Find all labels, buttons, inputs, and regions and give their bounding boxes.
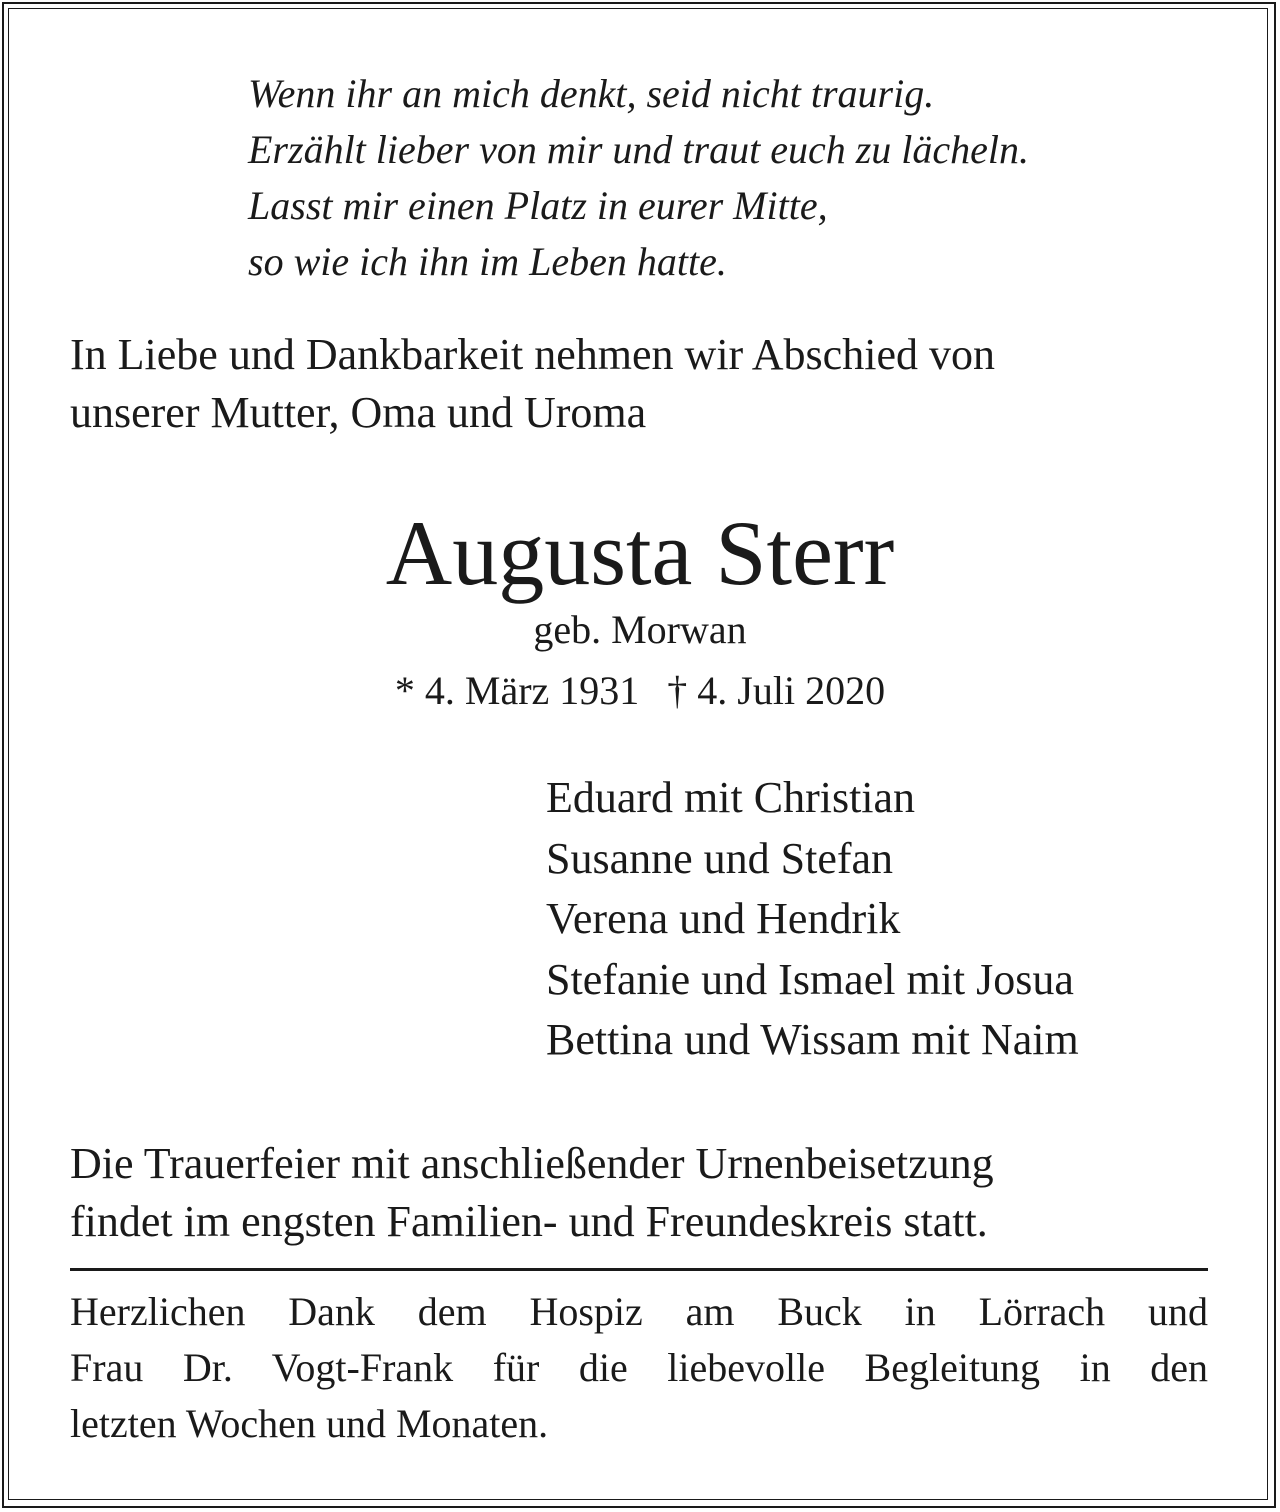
poem-line: so wie ich ihn im Leben hatte. (248, 239, 727, 284)
birth-date: * 4. März 1931 (394, 668, 640, 713)
family-member: Stefanie und Ismael mit Josua (546, 954, 1074, 1004)
family-list (546, 768, 1079, 1071)
deceased-name: Augusta Sterr (385, 502, 895, 604)
thanks-line: letzten Wochen und Monaten. (70, 1401, 549, 1446)
ceremony-notice (70, 1135, 994, 1251)
family-member: Bettina und Wissam mit Naim (546, 1015, 1079, 1064)
family-member: Eduard mit Christian (546, 773, 916, 822)
divider (70, 1268, 1208, 1271)
ceremony-line: Die Trauerfeier mit anschließender Urnenbeisetzung (70, 1139, 994, 1188)
intro-line: unserer Mutter, Oma und Uroma (70, 388, 647, 437)
intro-line: In Liebe und Dankbarkeit nehmen wir Abschied von (70, 330, 995, 379)
life-dates (0, 665, 1280, 717)
thanks-line: Frau Dr. Vogt-Frank für die liebevolle Begleitung in den (70, 1345, 1208, 1390)
death-date: † 4. Juli 2020 (667, 668, 886, 713)
family-member: Verena und Hendrik (546, 894, 901, 943)
poem-line: Lasst mir einen Platz in eurer Mitte, (248, 183, 828, 228)
intro-text (70, 326, 995, 442)
maiden-name: geb. Morwan (533, 607, 747, 652)
family-member: Susanne und Stefan (546, 833, 894, 883)
poem-line: Erzählt lieber von mir und traut euch zu lächeln. (248, 127, 1030, 172)
ceremony-line: findet im engsten Familien- und Freundeskreis statt. (70, 1197, 988, 1246)
poem (248, 66, 1029, 290)
thanks-line: Herzlichen Dank dem Hospiz am Buck in Lörrach und (70, 1289, 1208, 1334)
poem-line: Wenn ihr an mich denkt, seid nicht traurig. (248, 71, 935, 116)
thanks-note (70, 1284, 1208, 1452)
